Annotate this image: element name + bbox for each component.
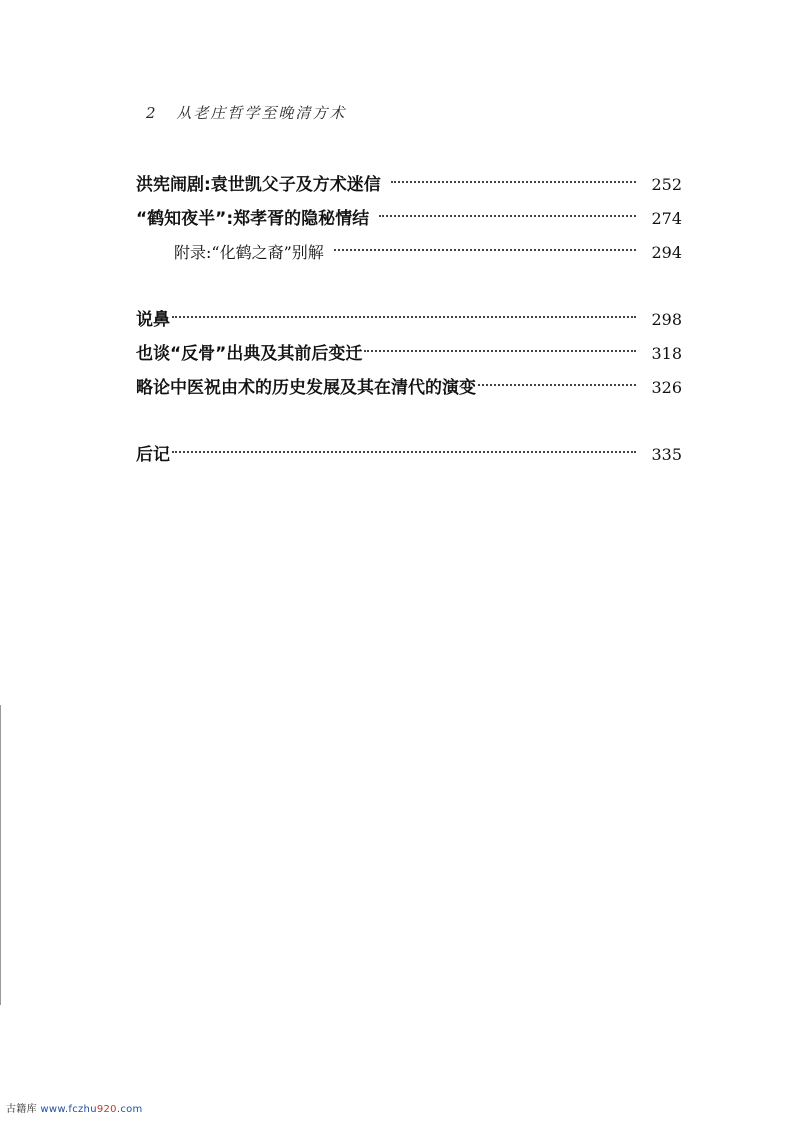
watermark-url-suffix: .com <box>116 1104 143 1115</box>
toc-subentry[interactable] <box>136 236 682 270</box>
toc-entry-title: 略论中医祝由术的历史发展及其在清代的演变 <box>136 378 476 398</box>
dot-leader <box>334 249 636 251</box>
toc-entry[interactable] <box>136 303 682 337</box>
toc-entry-page: 318 <box>651 344 682 363</box>
toc-entry-title: “鹤知夜半”:郑孝胥的隐秘情结 <box>136 209 370 229</box>
dot-leader <box>391 181 636 183</box>
toc-group <box>136 303 682 405</box>
running-header <box>146 102 346 123</box>
toc-group <box>136 168 682 270</box>
toc-entry-page: 274 <box>651 209 682 228</box>
toc-entry-title: 洪宪闹剧:袁世凯父子及方术迷信 <box>136 175 381 195</box>
toc-entry-page: 326 <box>651 378 682 397</box>
scan-margin-line <box>0 705 1 1005</box>
toc-entry[interactable] <box>136 337 682 371</box>
toc-entry[interactable] <box>136 371 682 405</box>
dot-leader <box>172 451 636 453</box>
watermark-url-prefix: www.fczhu <box>40 1104 97 1115</box>
toc-entry[interactable] <box>136 168 682 202</box>
toc-entry[interactable] <box>136 202 682 236</box>
dot-leader <box>478 384 636 386</box>
toc-entry-title: 附录:“化鹤之裔”别解 <box>174 243 324 262</box>
toc-entry-page: 298 <box>651 310 682 329</box>
toc-entry-title: 后记 <box>136 445 170 465</box>
watermark-url-number: 920 <box>96 1104 117 1115</box>
toc-entry-title: 说鼻 <box>136 310 170 330</box>
table-of-contents <box>136 168 682 505</box>
header-page-number: 2 <box>146 104 158 122</box>
dot-leader <box>379 215 636 217</box>
toc-entry[interactable] <box>136 438 682 472</box>
header-book-title: 从老庄哲学至晚清方术 <box>176 104 347 122</box>
watermark <box>6 1100 143 1115</box>
toc-entry-page: 252 <box>651 175 682 194</box>
toc-entry-title: 也谈“反骨”出典及其前后变迁 <box>136 344 363 364</box>
dot-leader <box>172 316 636 318</box>
dot-leader <box>364 350 636 352</box>
watermark-site-name: 古籍库 <box>6 1104 37 1115</box>
toc-entry-page: 294 <box>651 243 682 262</box>
toc-entry-page: 335 <box>651 445 682 464</box>
toc-group <box>136 438 682 472</box>
